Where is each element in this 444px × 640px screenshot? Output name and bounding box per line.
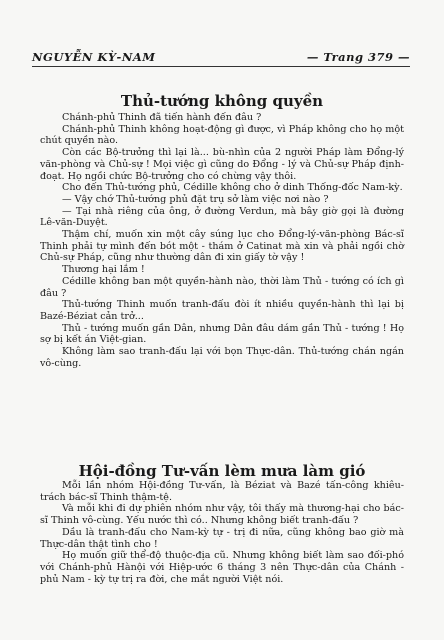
paragraph: Dầu là tranh-đấu cho Nam-kỳ tự - trị đi nữa, cũng không bao giờ mà Thực-dân thật tình cho ! — [40, 526, 404, 550]
paragraph: Cho đến Thủ-tướng phủ, Cédille không cho ở dinh Thống-đốc Nam-kỳ. — [62, 182, 403, 194]
author-name: NGUYỄN KỲ-NAM — [32, 50, 156, 64]
paragraph: — Tại nhà riêng của ông, ở đường Verdun, mà bây giờ gọi là đường Lê-văn-Duyệt. — [40, 205, 404, 229]
section-1-body — [40, 112, 404, 369]
section-heading-1: Thủ-tướng không quyền — [120, 92, 324, 110]
section-heading-2: Hội-đồng Tư-vấn lèm mưa làm gió — [78, 462, 366, 480]
paragraph: Cédille không ban một quyền-hành nào, thời làm Thủ - tướng có ích gì đâu ? — [40, 275, 404, 299]
running-header — [32, 46, 410, 67]
paragraph: — Vậy chớ Thủ-tướng phủ đặt trụ sở làm việc nơi nào ? — [62, 193, 329, 205]
paragraph: Không làm sao tranh-đấu lại với bọn Thực-dân. Thủ-tướng chán ngán vô-cùng. — [40, 346, 404, 369]
page-number: — Trang 379 — — [306, 50, 410, 64]
paragraph: Còn các Bộ-trưởng thì lại là... bù-nhìn của 2 người Pháp làm Đổng-lý văn-phòng và Chủ-sự ! Mọi việc gì cũng do Đổng - lý và Chủ-sự Pháp định-đoạt. Họ ngồi chức Bộ-trưởng cho có chừng vậy thôi. — [40, 147, 404, 182]
paragraph: Thương hại lắm ! — [62, 264, 145, 276]
section-2-body — [40, 480, 404, 585]
paragraph: Thủ - tướng muốn gần Dân, nhưng Dân đâu dám gần Thủ - tướng ! Họ sợ bị kết án Việt-gian. — [40, 322, 404, 346]
paragraph: Và mỗi khi đi dự phiên nhóm như vậy, tôi thấy mà thương-hại cho bác-sĩ Thinh vô-cùng. Yếu nước thì có.. Nhưng không biết tranh-đấu ? — [40, 503, 404, 527]
paragraph: Chánh-phủ Thinh đã tiến hành đến đâu ? — [62, 112, 262, 123]
paragraph: Thậm chí, muốn xin một cây súng lục cho Đổng-lý-văn-phòng Bác-sĩ Thinh phải tự mình đến bót một - thám ở Catinat mà xin và phải ngồi chờ Chủ-sự Pháp, cũng như thường dân đi xin giấy tờ vậy ! — [40, 229, 404, 264]
paragraph: Thủ-tướng Thinh muốn tranh-đấu đòi ít nhiều quyền-hành thì lại bị Bazé-Béziat cản trở... — [40, 299, 404, 322]
paragraph: Họ muốn giữ thể-độ thuộc-địa cũ. Nhưng không biết làm sao đối-phó với Chánh-phủ Hànội với Hiệp-ước 6 tháng 3 nên Thực-dân của Chánh - phủ Nam - kỳ tự trị ra đời, che mắt người Việt nói. — [40, 550, 404, 585]
paragraph: Chánh-phủ Thinh không hoạt-động gì được, vì Pháp không cho họ một chút quyền nào. — [40, 123, 404, 147]
paragraph: Mỗi lần nhóm Hội-đồng Tư-vấn, là Béziat và Bazé tấn-công khiêu-trách bác-sĩ Thinh thậm-tệ. — [40, 480, 404, 503]
